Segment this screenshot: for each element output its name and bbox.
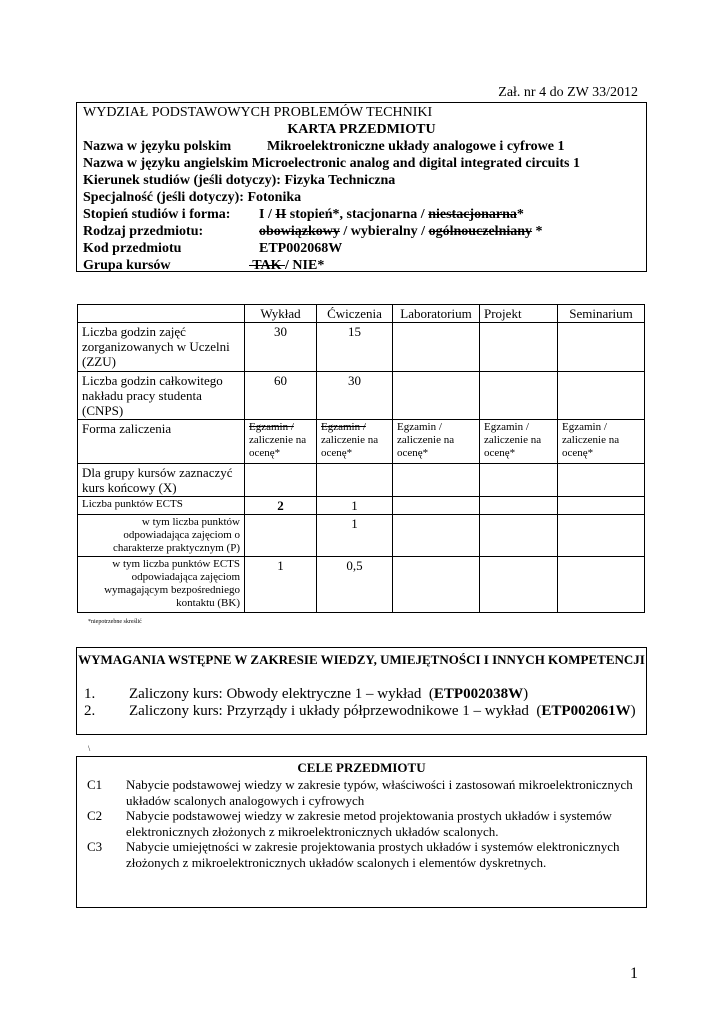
table-row xyxy=(78,557,645,613)
requirement-end: ) xyxy=(630,703,636,719)
specialty-value: Fotonika xyxy=(247,190,302,205)
form-exercises-exam-struck: Egzamin / xyxy=(321,421,366,433)
cnps-laboratory xyxy=(393,372,480,420)
requirements-box xyxy=(76,647,647,735)
practical-project xyxy=(480,515,558,557)
level-i: I / xyxy=(259,207,276,222)
type-end: * xyxy=(532,224,543,239)
type-general-struck: ogólnouczelniany xyxy=(428,224,533,239)
table-row xyxy=(78,420,645,464)
row-practical-label: w tym liczba punktów odpowiadająca zajęciom o charakterze praktycznym (P) xyxy=(78,515,245,557)
course-code: ETP002068W xyxy=(259,241,343,256)
requirement-number: 1. xyxy=(84,686,96,702)
goal-text: Nabycie podstawowej wiedzy w zakresie metod projektowania prostych układów i systemów elektronicznych złożonych z mikroelektronicznych układów scalonych. xyxy=(126,808,612,839)
form-lecture xyxy=(245,420,317,464)
goal-text: Nabycie umiejętności w zakresie projektowania prostych układów i systemów elektronicznych złożonych z mikroelektronicznych układów scalonych i elementów dyskretnych. xyxy=(126,839,620,870)
table-row xyxy=(78,497,645,515)
direct-project xyxy=(480,557,558,613)
col-laboratory: Laboratorium xyxy=(393,305,480,323)
annex-reference: Zał. nr 4 do ZW 33/2012 xyxy=(498,85,638,100)
ects-exercises: 1 xyxy=(317,497,393,515)
goal-text: Nabycie podstawowej wiedzy w zakresie typów, właściwości i zastosowań mikroelektronicznych układów scalonych analogowych i cyfrowych xyxy=(126,777,633,808)
type-obligatory-struck: obowiązkowy xyxy=(259,224,340,239)
card-title: KARTA PRZEDMIOTU xyxy=(287,122,436,137)
form-project: Egzamin / zaliczenie na ocenę* xyxy=(480,420,558,464)
practical-laboratory xyxy=(393,515,480,557)
form-seminar: Egzamin / zaliczenie na ocenę* xyxy=(558,420,645,464)
table-row xyxy=(78,323,645,372)
zzu-project xyxy=(480,323,558,372)
requirement-number: 2. xyxy=(84,703,96,719)
level-end: * xyxy=(516,207,524,222)
field-label: Kierunek studiów (jeśli dotyczy): xyxy=(83,173,281,188)
direct-laboratory xyxy=(393,557,480,613)
direct-lecture: 1 xyxy=(245,557,317,613)
requirement-code: ETP002061W xyxy=(541,703,631,719)
goals-box xyxy=(76,756,647,908)
faculty-name: WYDZIAŁ PODSTAWOWYCH PROBLEMÓW TECHNIKI xyxy=(83,105,433,120)
requirement-end: ) xyxy=(523,686,529,702)
goal-code: C2 xyxy=(87,808,103,823)
cnps-exercises: 30 xyxy=(317,372,393,420)
footnote: *niepotrzebne skreślić xyxy=(88,619,142,625)
direct-seminar xyxy=(558,557,645,613)
col-seminar: Seminarium xyxy=(558,305,645,323)
level-mid: stopień*, stacjonarna / xyxy=(286,207,429,222)
form-lecture-exam-struck: Egzamin / xyxy=(249,421,294,433)
hours-table xyxy=(77,304,645,613)
page-number: 1 xyxy=(630,965,638,982)
goals-title: CELE PRZEDMIOTU xyxy=(297,760,426,775)
type-label: Rodzaj przedmiotu: xyxy=(83,224,204,239)
requirements-title: WYMAGANIA WSTĘPNE W ZAKRESIE WIEDZY, UMIEJĘTNOŚCI I INNYCH KOMPETENCJI xyxy=(78,652,645,667)
cnps-project xyxy=(480,372,558,420)
goal-code: C3 xyxy=(87,839,103,854)
stray-mark: \ xyxy=(88,744,91,753)
level-label: Stopień studiów i forma: xyxy=(83,207,231,222)
group-rest: / NIE* xyxy=(285,258,325,273)
code-label: Kod przedmiotu xyxy=(83,241,182,256)
goal-code: C1 xyxy=(87,777,103,792)
practical-seminar xyxy=(558,515,645,557)
table-row xyxy=(78,372,645,420)
row-ects-label: Liczba punktów ECTS xyxy=(78,497,245,515)
zzu-laboratory xyxy=(393,323,480,372)
ects-seminar xyxy=(558,497,645,515)
requirement-text: Zaliczony kurs: Obwody elektryczne 1 – wykład ( xyxy=(129,686,434,702)
zzu-lecture: 30 xyxy=(245,323,317,372)
col-lecture: Wykład xyxy=(245,305,317,323)
col-exercises: Ćwiczenia xyxy=(317,305,393,323)
table-row xyxy=(78,515,645,557)
direct-exercises: 0,5 xyxy=(317,557,393,613)
row-zzu-label: Liczba godzin zajęć zorganizowanych w Uczelni (ZZU) xyxy=(78,323,245,372)
zzu-seminar xyxy=(558,323,645,372)
type-mid: / wybieralny / xyxy=(339,224,429,239)
name-pl-value: Mikroelektroniczne układy analogowe i cyfrowe 1 xyxy=(267,139,565,154)
ects-laboratory xyxy=(393,497,480,515)
cnps-lecture: 60 xyxy=(245,372,317,420)
form-exercises xyxy=(317,420,393,464)
row-final-course-label: Dla grupy kursów zaznaczyć kurs końcowy (X) xyxy=(78,464,245,497)
zzu-exercises: 15 xyxy=(317,323,393,372)
level-ii-struck: II xyxy=(275,207,287,222)
level-part-time-struck: niestacjonarna xyxy=(428,207,517,222)
group-tak-struck: TAK xyxy=(249,258,286,273)
row-direct-contact-label: w tym liczba punktów ECTS odpowiadająca zajęciom wymagającym bezpośredniego kontaktu (BK) xyxy=(78,557,245,613)
ects-project xyxy=(480,497,558,515)
requirement-code: ETP002038W xyxy=(433,686,524,702)
requirement-item xyxy=(84,686,528,703)
header-empty-cell xyxy=(78,305,245,323)
form-lecture-graded: zaliczenie na ocenę* xyxy=(249,434,307,459)
cnps-seminar xyxy=(558,372,645,420)
practical-lecture xyxy=(245,515,317,557)
table-row xyxy=(78,464,645,497)
name-en-label: Nazwa w języku angielskim xyxy=(83,156,249,171)
col-project: Projekt xyxy=(480,305,558,323)
table-header-row xyxy=(78,305,645,323)
name-pl-label: Nazwa w języku polskim xyxy=(83,139,232,154)
field-value: Fizyka Techniczna xyxy=(284,173,396,188)
specialty-label: Specjalność (jeśli dotyczy): xyxy=(83,190,244,205)
row-cnps-label: Liczba godzin całkowitego nakładu pracy studenta (CNPS) xyxy=(78,372,245,420)
row-form-label: Forma zaliczenia xyxy=(78,420,245,464)
form-laboratory: Egzamin / zaliczenie na ocenę* xyxy=(393,420,480,464)
requirement-item xyxy=(84,703,636,720)
name-en-value: Microelectronic analog and digital integrated circuits 1 xyxy=(251,156,580,171)
requirement-text: Zaliczony kurs: Przyrządy i układy półprzewodnikowe 1 – wykład ( xyxy=(129,703,542,719)
ects-lecture: 2 xyxy=(245,497,317,515)
form-exercises-graded: zaliczenie na ocenę* xyxy=(321,434,379,459)
group-label: Grupa kursów xyxy=(83,258,171,273)
practical-exercises: 1 xyxy=(317,515,393,557)
course-card-box xyxy=(76,102,647,272)
